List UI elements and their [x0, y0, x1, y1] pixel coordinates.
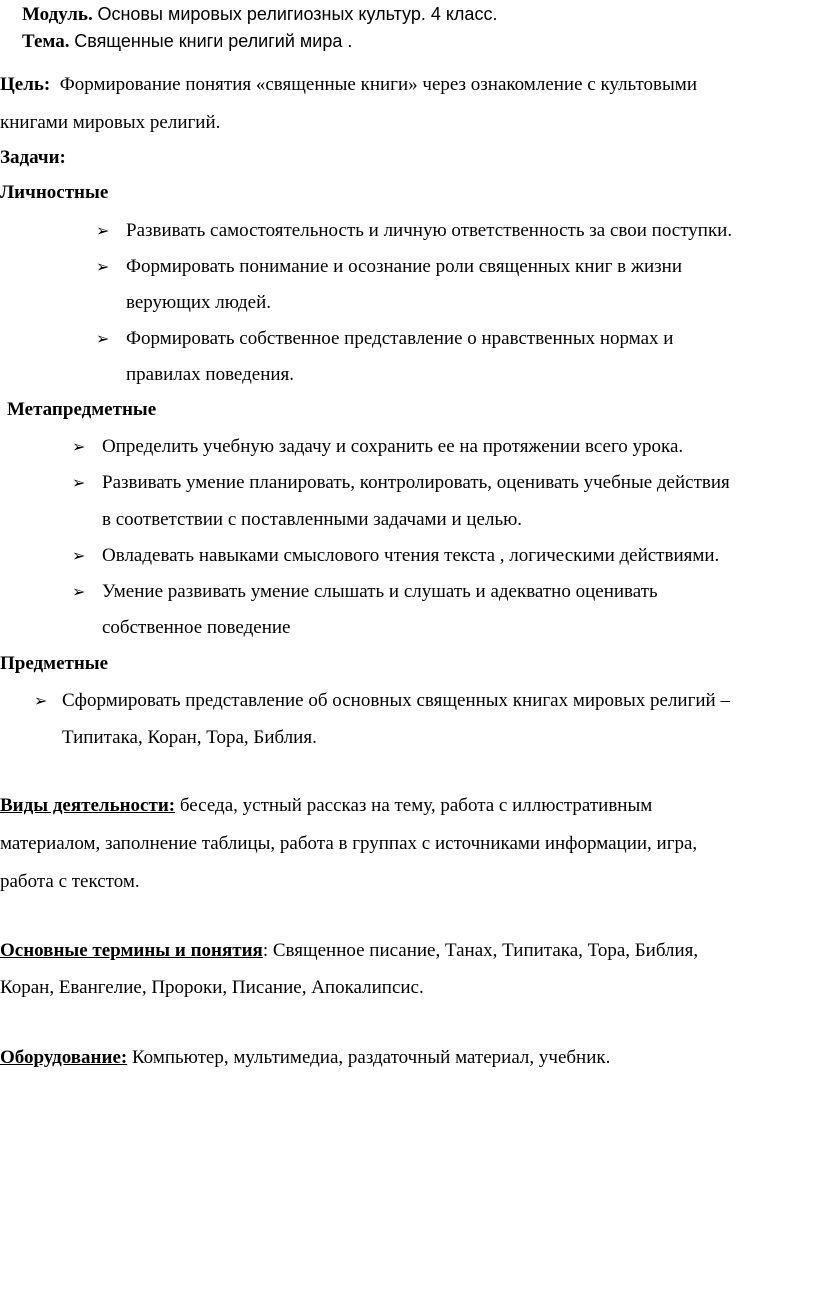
equipment-line — [0, 1047, 610, 1069]
terms-line-1 — [0, 940, 698, 962]
arrow-bullet-icon: ➢ — [34, 691, 48, 710]
goal-line-1 — [0, 74, 697, 96]
terms-label: Основные термины и понятия — [0, 940, 263, 961]
goal-text-1: Формирование понятия «священные книги» через ознакомление с культовыми — [59, 74, 697, 95]
equipment-text: Компьютер, мультимедиа, раздаточный материал, учебник. — [127, 1047, 611, 1068]
activities-text-1: беседа, устный рассказ на тему, работа с иллюстративным — [175, 795, 653, 816]
subject-heading: Предметные — [0, 653, 109, 674]
arrow-bullet-icon: ➢ — [72, 546, 86, 565]
arrow-bullet-icon: ➢ — [96, 257, 110, 276]
subject-item-1: Сформировать представление об основных священных книгах мировых религий – — [62, 690, 730, 711]
meta-heading: Метапредметные — [7, 399, 157, 420]
terms-text-1: : Священное писание, Танах, Типитака, Тора, Библия, — [262, 940, 699, 961]
equipment-label: Оборудование: — [0, 1047, 128, 1068]
activities-line-1 — [0, 795, 652, 817]
module-text: Основы мировых религиозных культур. 4 класс. — [97, 4, 498, 24]
activities-line-2: материалом, заполнение таблицы, работа в группах с источниками информации, игра, — [0, 833, 698, 854]
meta-item-4-cont: собственное поведение — [102, 617, 291, 638]
personal-item-2: Формировать понимание и осознание роли священных книг в жизни — [126, 256, 683, 277]
goal-label: Цель: — [0, 74, 51, 95]
meta-item-4: Умение развивать умение слышать и слушать и адекватно оценивать — [102, 581, 658, 602]
personal-item-3-cont: правилах поведения. — [126, 364, 295, 385]
topic-text: Священные книги религий мира . — [74, 31, 353, 51]
topic-line — [22, 30, 352, 53]
module-label: Модуль. — [22, 4, 93, 25]
meta-item-1: Определить учебную задачу и сохранить ее на протяжении всего урока. — [102, 436, 684, 457]
meta-item-2: Развивать умение планировать, контролировать, оценивать учебные действия — [102, 472, 730, 493]
module-line — [22, 3, 497, 26]
terms-line-2: Коран, Евангелие, Пророки, Писание, Апокалипсис. — [0, 977, 424, 998]
subject-item-1-cont: Типитака, Коран, Тора, Библия. — [62, 727, 317, 748]
meta-item-3: Овладевать навыками смыслового чтения текста , логическими действиями. — [102, 545, 720, 566]
activities-label: Виды деятельности: — [0, 795, 176, 816]
meta-item-2-cont: в соответствии с поставленными задачами и целью. — [102, 509, 523, 530]
arrow-bullet-icon: ➢ — [72, 473, 86, 492]
arrow-bullet-icon: ➢ — [96, 329, 110, 348]
personal-item-3: Формировать собственное представление о нравственных нормах и — [126, 328, 674, 349]
arrow-bullet-icon: ➢ — [96, 221, 110, 240]
arrow-bullet-icon: ➢ — [72, 582, 86, 601]
personal-heading: Личностные — [0, 182, 109, 203]
tasks-label: Задачи: — [0, 147, 66, 168]
arrow-bullet-icon: ➢ — [72, 437, 86, 456]
activities-line-3: работа с текстом. — [0, 871, 140, 892]
personal-item-2-cont: верующих людей. — [126, 292, 272, 313]
goal-line-2: книгами мировых религий. — [0, 112, 221, 133]
topic-label: Тема. — [22, 31, 70, 52]
personal-item-1: Развивать самостоятельность и личную ответственность за свои поступки. — [126, 220, 733, 241]
